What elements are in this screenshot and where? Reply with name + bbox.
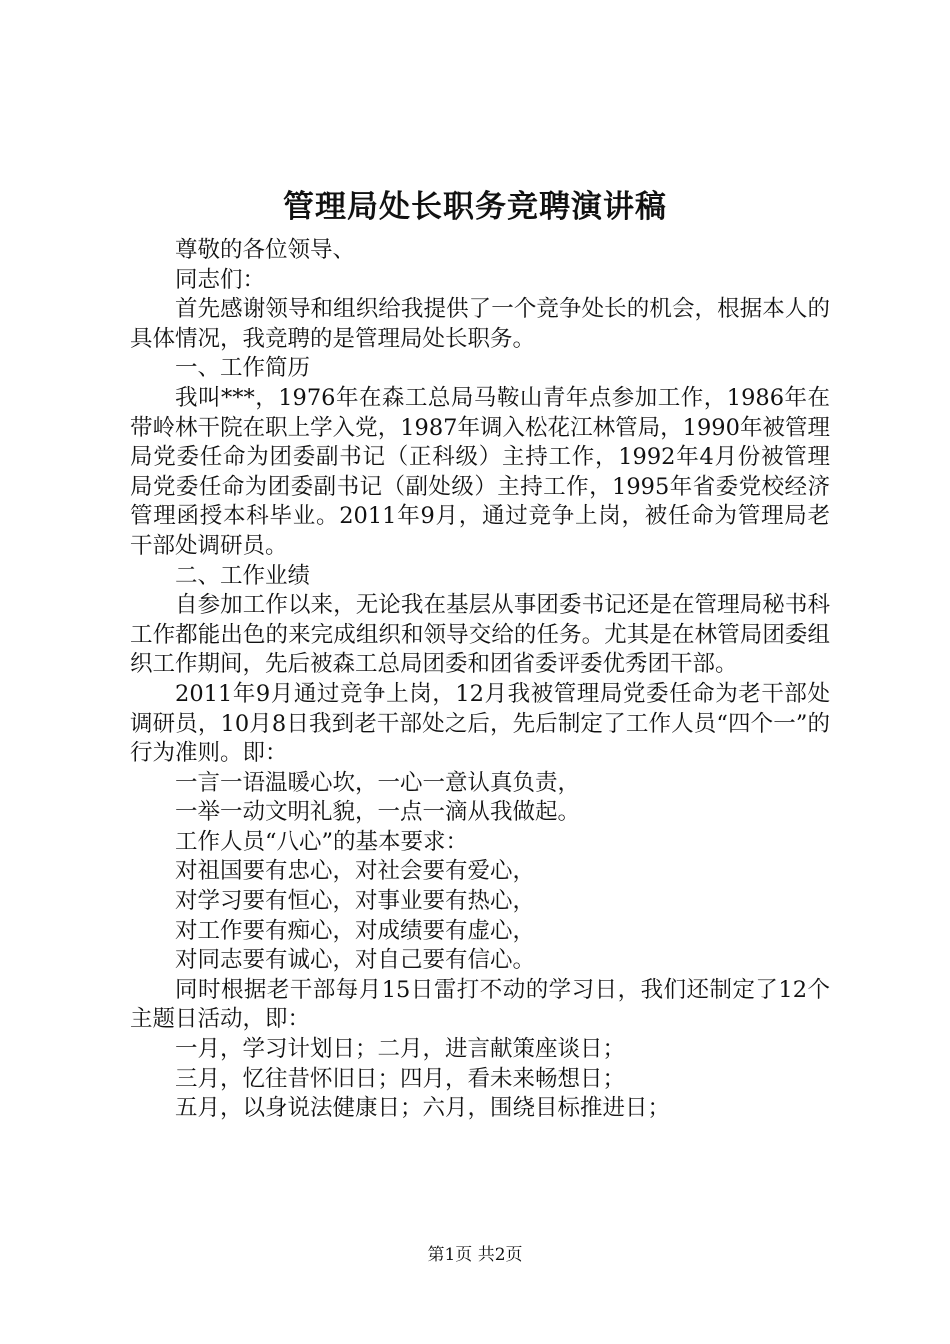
work-history-paragraph: 我叫***，1976年在森工总局马鞍山青年点参加工作，1986年在带岭林干院在职上学入党，1987年调入松花江林管局，1990年被管理局党委任命为团委副书记（正科级）主持工作，1992年4月份被管理局党委任命为团委副书记（副处级）主持工作，1995年省委党校经济管理函授本科毕业。2011年9月，通过竞争上岗，被任命为管理局老干部处调研员。 [130,384,830,559]
eight-hearts-heading: 工作人员“八心”的基本要求： [175,828,469,855]
rule-line-2: 一举一动文明礼貌，一点一滴从我做起。 [175,799,581,826]
document-body [130,236,830,1124]
theme-days-intro-paragraph: 同时根据老干部每月15日雷打不动的学习日，我们还制定了12个主题日活动，即： [130,976,830,1033]
theme-days-line-2: 三月，忆往昔怀旧日；四月，看未来畅想日； [175,1065,626,1092]
salutation-line-2: 同志们： [175,266,266,293]
section-heading-work-history: 一、工作简历 [175,355,311,382]
page-footer: 第1页 共2页 [427,1245,523,1265]
section-heading-achievements: 二、工作业绩 [175,562,311,589]
achievements-paragraph: 自参加工作以来，无论我在基层从事团委书记还是在管理局秘书科工作都能出色的来完成组织和领导交给的任务。尤其是在林管局团委组织工作期间，先后被森工总局团委和团省委评委优秀团干部。 [130,592,830,678]
document-title: 管理局处长职务竞聘演讲稿 [283,189,667,225]
rules-intro-paragraph: 2011年9月通过竞争上岗，12月我被管理局党委任命为老干部处调研员，10月8日我到老干部处之后，先后制定了工作人员“四个一”的行为准则。即： [130,680,830,767]
rule-line-1: 一言一语温暖心坎，一心一意认真负责， [175,769,581,796]
eight-hearts-line-2: 对学习要有恒心，对事业要有热心， [175,888,536,915]
salutation-line-1: 尊敬的各位领导、 [175,237,356,263]
eight-hearts-line-4: 对同志要有诚心，对自己要有信心。 [175,947,536,974]
eight-hearts-line-1: 对祖国要有忠心，对社会要有爱心， [175,858,536,885]
theme-days-line-3: 五月，以身说法健康日；六月，围绕目标推进日； [175,1095,671,1122]
intro-paragraph: 首先感谢领导和组织给我提供了一个竞争处长的机会，根据本人的具体情况，我竞聘的是管理局处长职务。 [130,296,830,352]
theme-days-line-1: 一月，学习计划日；二月，进言献策座谈日； [175,1036,626,1063]
eight-hearts-line-3: 对工作要有痴心，对成绩要有虚心， [175,917,536,944]
